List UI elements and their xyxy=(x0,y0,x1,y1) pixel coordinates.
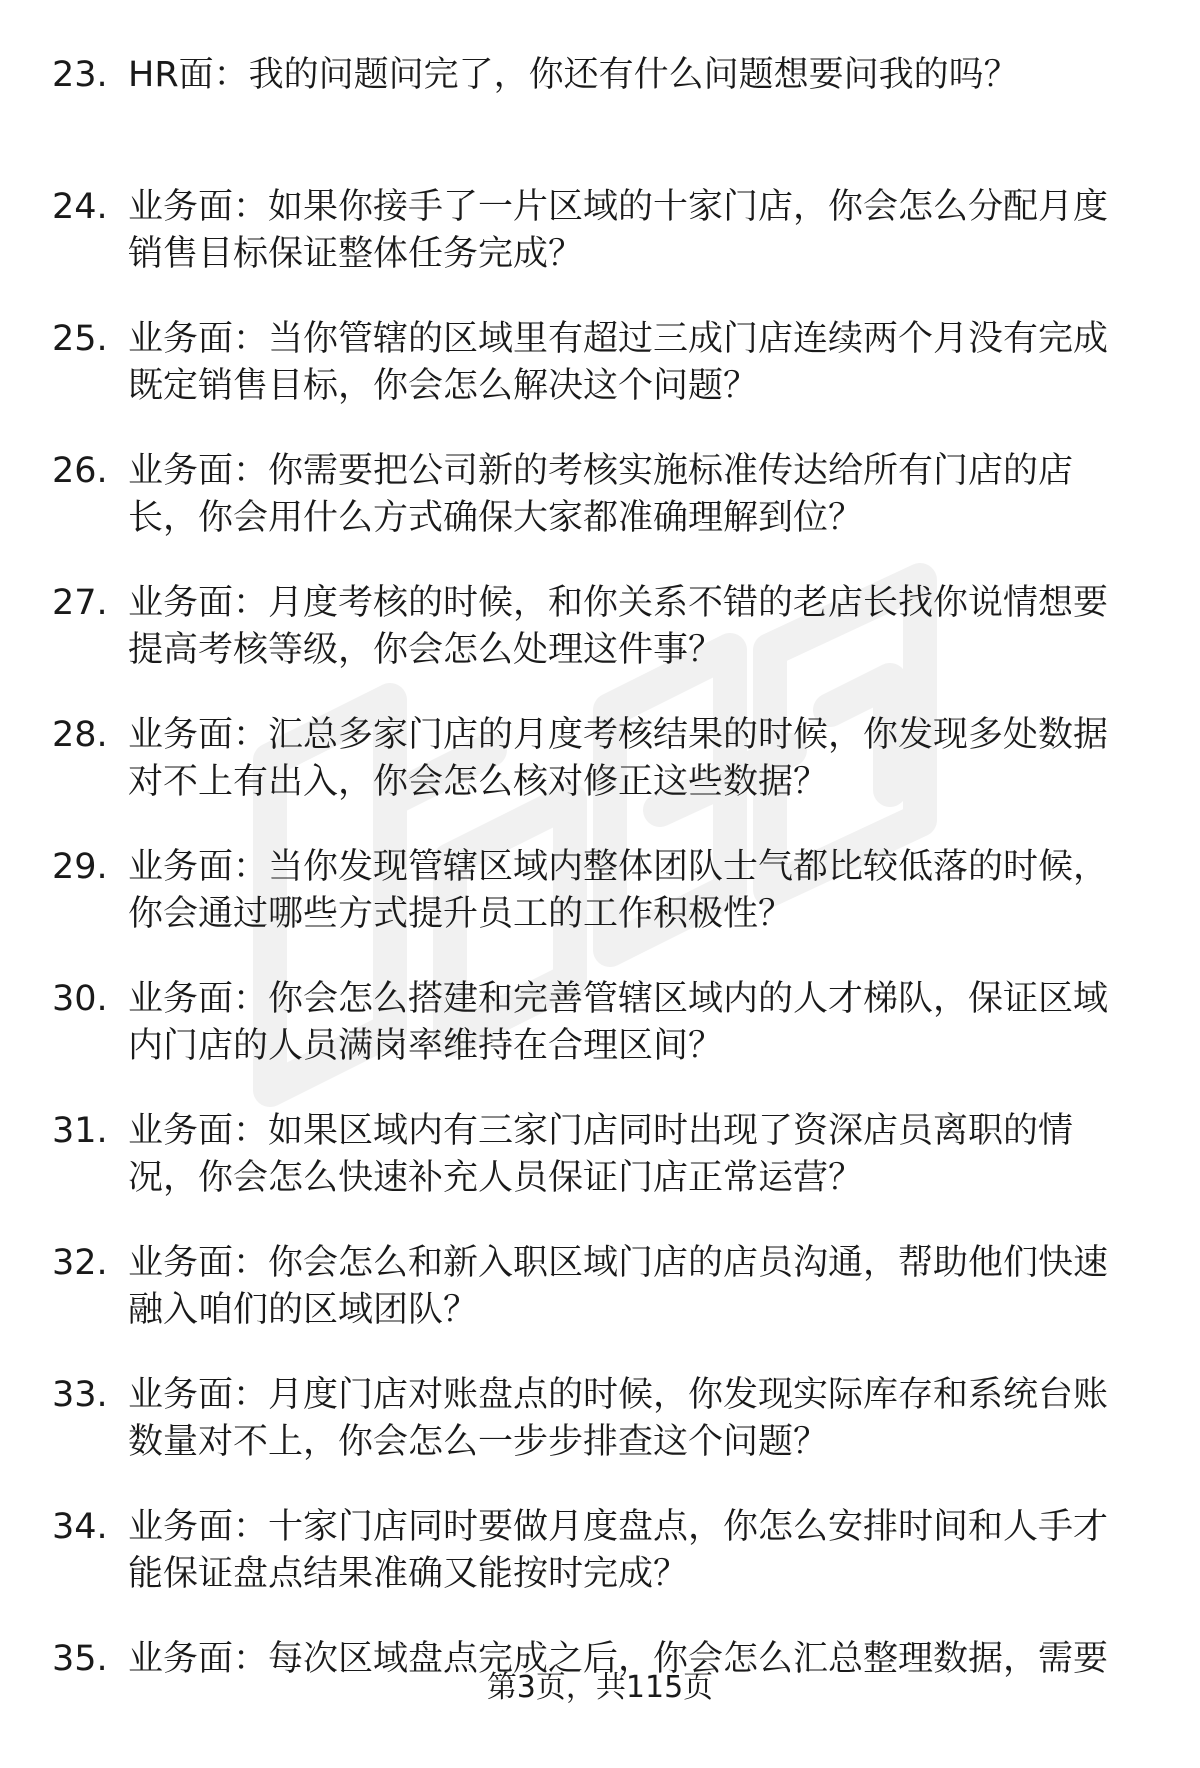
question-item xyxy=(0,1504,1200,1636)
question-number: 25. xyxy=(52,319,108,359)
question-text-block xyxy=(128,976,1138,1070)
question-text-block xyxy=(128,1504,1138,1598)
question-text-block xyxy=(128,1372,1138,1466)
question-text: 当你管辖的区域里有超过三成门店连续两个月没有完成既定销售目标，你会怎么解决这个问题？ xyxy=(128,319,1109,406)
question-item xyxy=(0,712,1200,844)
question-text-block xyxy=(128,844,1138,938)
question-text-block xyxy=(128,184,1138,278)
question-item xyxy=(0,1108,1200,1240)
question-text: 你会怎么搭建和完善管辖区域内的人才梯队，保证区域内门店的人员满岗率维持在合理区间？ xyxy=(128,979,1109,1066)
question-item xyxy=(0,316,1200,448)
interview-type: 业务面： xyxy=(128,1111,269,1151)
question-item xyxy=(0,844,1200,976)
question-text: 月度门店对账盘点的时候，你发现实际库存和系统台账数量对不上，你会怎么一步步排查这个问题？ xyxy=(128,1375,1109,1462)
question-number: 35. xyxy=(52,1639,108,1679)
interview-type: 业务面： xyxy=(128,583,269,623)
interview-type: 业务面： xyxy=(128,1639,269,1679)
question-number: 32. xyxy=(52,1243,108,1283)
question-text: 如果区域内有三家门店同时出现了资深店员离职的情况，你会怎么快速补充人员保证门店正常运营？ xyxy=(128,1111,1074,1198)
question-text-block xyxy=(128,1240,1138,1334)
question-text: 每次区域盘点完成之后，你会怎么汇总整理数据，需要 xyxy=(268,1639,1109,1679)
question-text-block xyxy=(128,316,1138,410)
question-text: 月度考核的时候，和你关系不错的老店长找你说情想要提高考核等级，你会怎么处理这件事？ xyxy=(128,583,1109,670)
question-item xyxy=(0,448,1200,580)
interview-type: 业务面： xyxy=(128,1243,269,1283)
question-text-block xyxy=(128,1108,1138,1202)
interview-type: 业务面： xyxy=(128,1375,269,1415)
question-text-block xyxy=(128,580,1138,674)
question-item xyxy=(0,1372,1200,1504)
question-text: 如果你接手了一片区域的十家门店，你会怎么分配月度销售目标保证整体任务完成？ xyxy=(128,187,1109,274)
page-footer: 第3页，共115页 xyxy=(486,1670,714,1705)
question-item xyxy=(0,1240,1200,1372)
question-number: 33. xyxy=(52,1375,108,1415)
question-number: 23. xyxy=(52,55,108,95)
question-text: 汇总多家门店的月度考核结果的时候，你发现多处数据对不上有出入，你会怎么核对修正这些数据？ xyxy=(128,715,1109,802)
interview-type: 业务面： xyxy=(128,451,269,491)
question-number: 28. xyxy=(52,715,108,755)
question-text-block xyxy=(128,52,1138,99)
interview-type: HR面： xyxy=(128,55,249,95)
question-item xyxy=(0,184,1200,316)
question-number: 24. xyxy=(52,187,108,227)
question-item xyxy=(0,52,1200,184)
interview-type: 业务面： xyxy=(128,1507,269,1547)
question-text-block xyxy=(128,448,1138,542)
interview-type: 业务面： xyxy=(128,847,269,887)
question-number: 34. xyxy=(52,1507,108,1547)
question-number: 27. xyxy=(52,583,108,623)
question-number: 31. xyxy=(52,1111,108,1151)
question-item xyxy=(0,580,1200,712)
question-text: 我的问题问完了，你还有什么问题想要问我的吗？ xyxy=(248,55,1019,95)
question-text: 你会怎么和新入职区域门店的店员沟通，帮助他们快速融入咱们的区域团队？ xyxy=(128,1243,1109,1330)
interview-type: 业务面： xyxy=(128,319,269,359)
question-number: 29. xyxy=(52,847,108,887)
question-text-block xyxy=(128,712,1138,806)
interview-type: 业务面： xyxy=(128,979,269,1019)
question-item xyxy=(0,976,1200,1108)
question-list xyxy=(0,52,1200,1768)
question-number: 30. xyxy=(52,979,108,1019)
question-text: 你需要把公司新的考核实施标准传达给所有门店的店长，你会用什么方式确保大家都准确理解到位？ xyxy=(128,451,1074,538)
question-text: 十家门店同时要做月度盘点，你怎么安排时间和人手才能保证盘点结果准确又能按时完成？ xyxy=(128,1507,1109,1594)
question-number: 26. xyxy=(52,451,108,491)
question-text: 当你发现管辖区域内整体团队士气都比较低落的时候，你会通过哪些方式提升员工的工作积极性？ xyxy=(128,847,1109,934)
interview-type: 业务面： xyxy=(128,715,269,755)
interview-type: 业务面： xyxy=(128,187,269,227)
